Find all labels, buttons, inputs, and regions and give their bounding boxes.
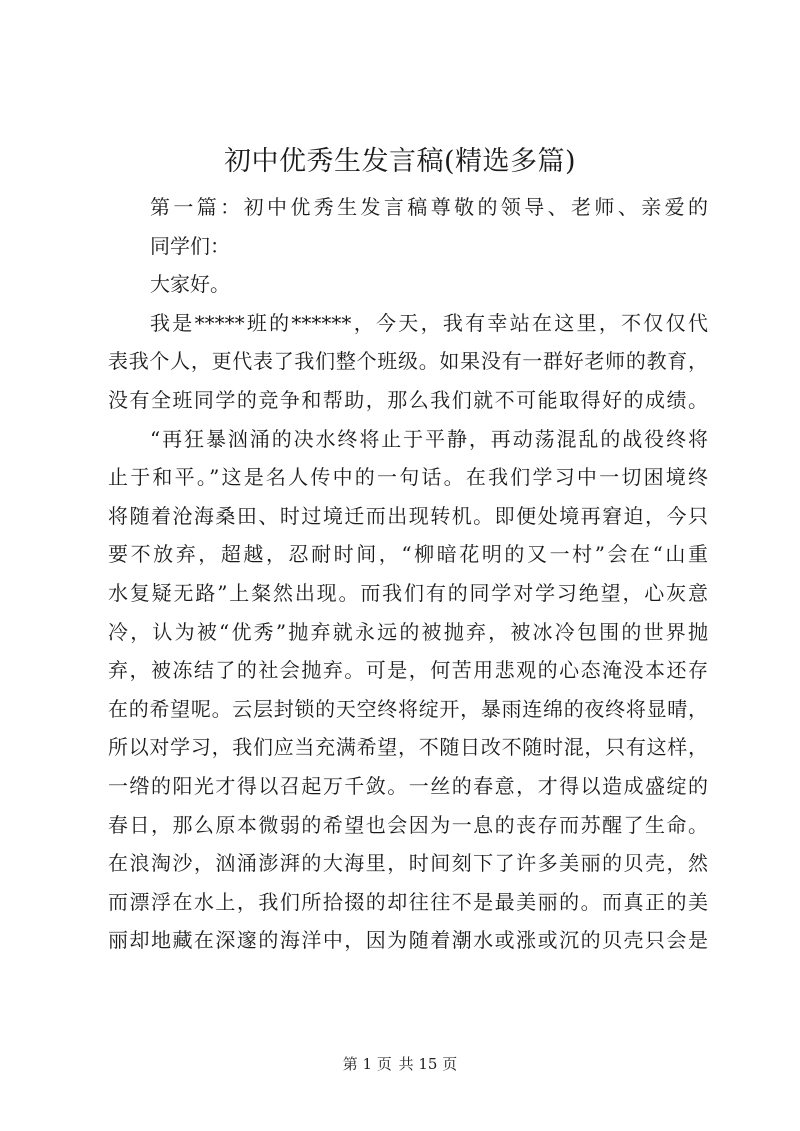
document-body: [108, 188, 708, 960]
page-number: 第 1 页: [342, 1055, 392, 1073]
paragraph-line: “再狂暴汹涌的决水终将止于平静，再动荡混乱的战役终将: [150, 426, 708, 451]
paragraph-line: 将随着沧海桑田、时过境迁而出现转机。即便处境再窘迫，今只: [108, 503, 708, 528]
paragraph-line: 而漂浮在水上，我们所拾掇的却往往不是最美丽的。而真正的美: [108, 889, 708, 914]
paragraph-line: 同学们：: [150, 233, 230, 258]
paragraph-line: 止于和平。”这是名人传中的一句话。在我们学习中一切困境终: [108, 465, 708, 490]
paragraph-line: 没有全班同学的竞争和帮助，那么我们就不可能取得好的成绩。: [108, 387, 708, 412]
page-footer: [0, 1054, 800, 1074]
paragraph-line: 大家好。: [150, 272, 230, 297]
paragraph-line: 弃，被冻结了的社会抛弃。可是，何苦用悲观的心态淹没本还存: [108, 658, 708, 683]
paragraph-line: 在的希望呢。云层封锁的天空终将绽开，暴雨连绵的夜终将显晴，: [108, 696, 708, 721]
paragraph-line: 水复疑无路”上粲然出现。而我们有的同学对学习绝望，心灰意: [108, 580, 708, 605]
page-total: 共 15 页: [398, 1055, 458, 1073]
paragraph-line: 冷，认为被“优秀”抛弃就永远的被抛弃，被冰冷包围的世界抛: [108, 619, 708, 644]
document-title: 初中优秀生发言稿(精选多篇): [223, 146, 577, 177]
paragraph-line: 在浪淘沙，汹涌澎湃的大海里，时间刻下了许多美丽的贝壳，然: [108, 851, 708, 876]
paragraph-line: 我是*****班的******，今天，我有幸站在这里，不仅仅代: [150, 310, 708, 335]
paragraph-line: 要不放弃，超越，忍耐时间，“柳暗花明的又一村”会在“山重: [108, 542, 708, 567]
paragraph-line: 表我个人，更代表了我们整个班级。如果没有一群好老师的教育，: [108, 349, 708, 374]
paragraph-line: 丽却地藏在深邃的海洋中，因为随着潮水或涨或沉的贝壳只会是: [108, 928, 708, 953]
paragraph-line: 第一篇：初中优秀生发言稿尊敬的领导、老师、亲爱的: [150, 195, 708, 219]
paragraph-line: 一绺的阳光才得以召起万千敛。一丝的春意，才得以造成盛绽的: [108, 773, 708, 798]
paragraph-line: 所以对学习，我们应当充满希望，不随日改不随时混，只有这样，: [108, 735, 708, 760]
paragraph-line: 春日，那么原本微弱的希望也会因为一息的丧存而苏醒了生命。: [108, 812, 708, 837]
